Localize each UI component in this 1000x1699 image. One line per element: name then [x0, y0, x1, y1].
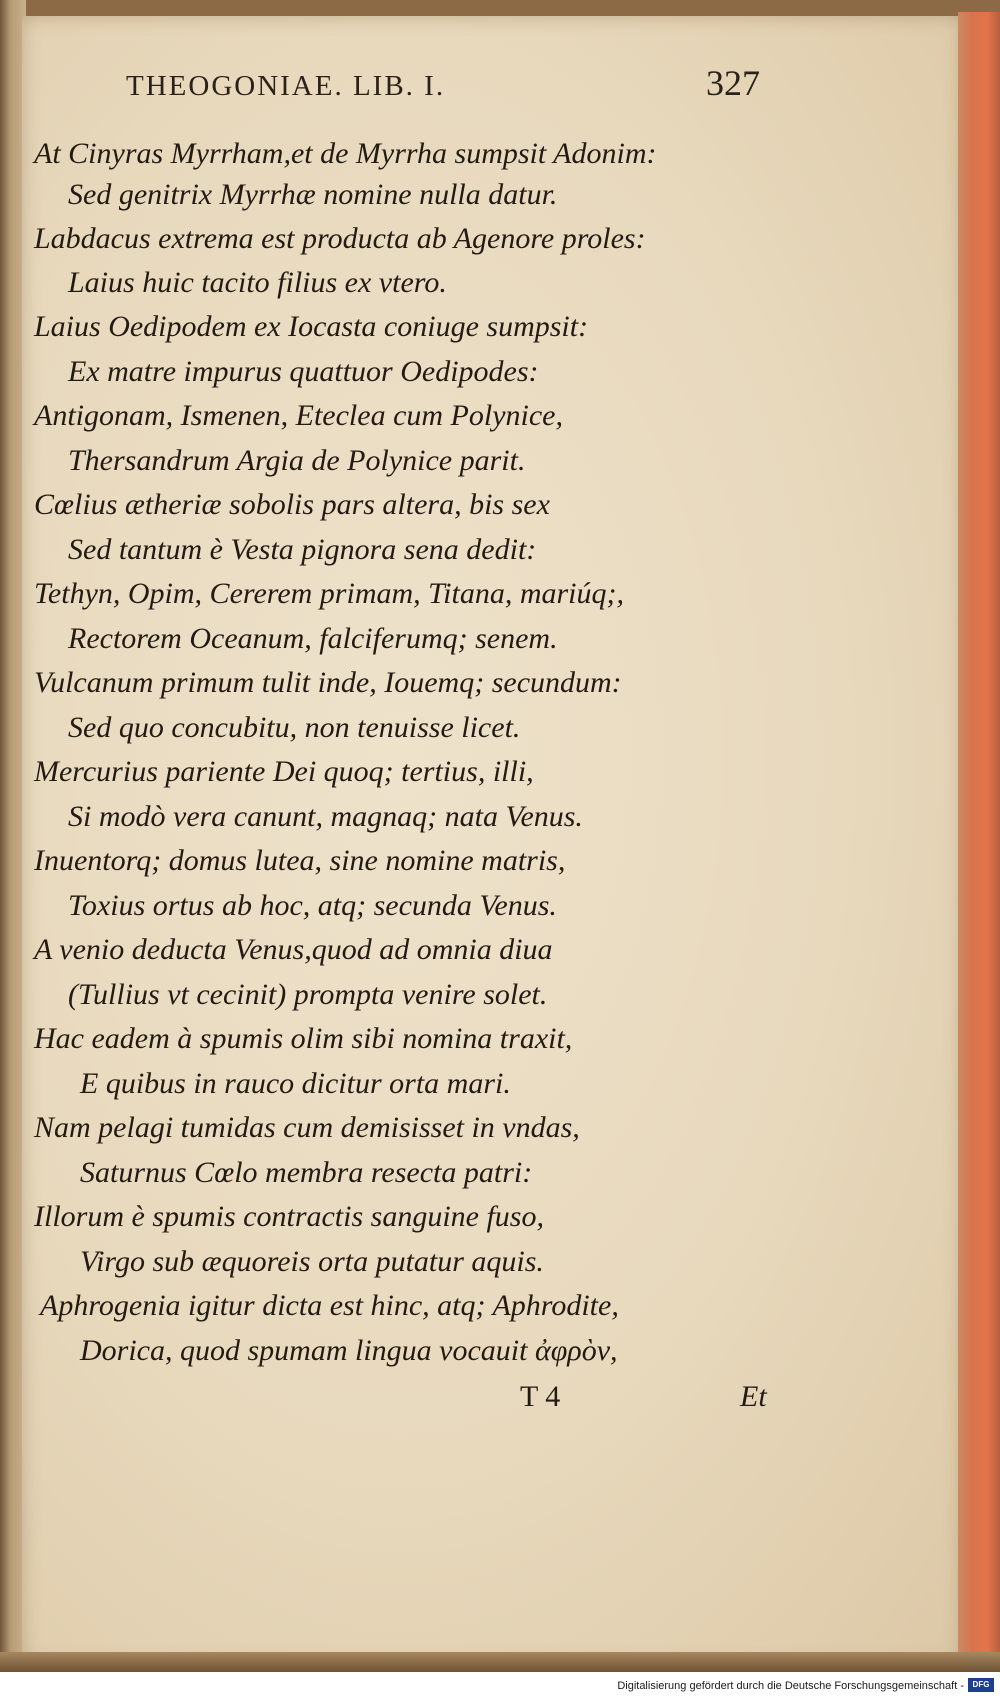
verse-line: Laius huic tacito filius ex vtero. [68, 266, 447, 299]
verse-line: Vulcanum primum tulit inde, Iouemq; secundum: [34, 666, 622, 699]
verse-line: Cœlius ætheriæ sobolis pars altera, bis sex [34, 488, 550, 521]
catchword: Et [740, 1380, 767, 1413]
verse-line: Si modò vera canunt, magnaq; nata Venus. [68, 800, 583, 833]
digitization-credit-bar [0, 1672, 1000, 1699]
verse-line: Mercurius pariente Dei quoq; tertius, illi, [34, 755, 534, 788]
verse-line: Tethyn, Opim, Cererem primam, Titana, mariúq;, [34, 577, 625, 610]
verse-line: Toxius ortus ab hoc, atq; secunda Venus. [68, 889, 557, 922]
verse-line: Sed genitrix Myrrhæ nomine nulla datur. [68, 178, 558, 211]
verse-line: Laius Oedipodem ex Iocasta coniuge sumpsit: [34, 310, 589, 343]
verse-line: Thersandrum Argia de Polynice parit. [68, 444, 526, 477]
verse-line: Labdacus extrema est producta ab Agenore proles: [34, 222, 646, 255]
verse-line: Ex matre impurus quattuor Oedipodes: [68, 355, 539, 388]
verse-line: Saturnus Cœlo membra resecta patri: [80, 1156, 533, 1189]
verse-line: (Tullius vt cecinit) prompta venire solet. [68, 978, 548, 1011]
verse-line: Antigonam, Ismenen, Eteclea cum Polynice, [34, 399, 563, 432]
verse-line: Nam pelagi tumidas cum demisisset in vndas, [34, 1111, 580, 1144]
verse-line: Aphrogenia igitur dicta est hinc, atq; Aphrodite, [40, 1289, 619, 1322]
running-title: THEOGONIAE. LIB. I. [126, 70, 446, 102]
verse-line: Inuentorq; domus lutea, sine nomine matris, [34, 844, 566, 877]
verse-line: Sed quo concubitu, non tenuisse licet. [68, 711, 521, 744]
verse-line: E quibus in rauco dicitur orta mari. [80, 1067, 511, 1100]
dfg-logo-icon: DFG [968, 1678, 994, 1692]
page-number: 327 [706, 63, 760, 103]
verse-line: A venio deducta Venus,quod ad omnia diua [34, 933, 553, 966]
credit-text: Digitalisierung gefördert durch die Deutsche Forschungsgemeinschaft - [617, 1680, 964, 1692]
verse-line: Hac eadem à spumis olim sibi nomina traxit, [34, 1022, 573, 1055]
signature-mark: T 4 [520, 1380, 561, 1413]
verse-line: Dorica, quod spumam lingua vocauit ἀφρὸν, [80, 1334, 618, 1367]
verse-line: Rectorem Oceanum, falciferumq; senem. [68, 622, 558, 655]
verse-line: Illorum è spumis contractis sanguine fuso, [34, 1200, 544, 1233]
verse-line: At Cinyras Myrrham,et de Myrrha sumpsit Adonim: [34, 137, 657, 170]
verse-line: Sed tantum è Vesta pignora sena dedit: [68, 533, 537, 566]
verse-line: Virgo sub æquoreis orta putatur aquis. [80, 1245, 544, 1278]
